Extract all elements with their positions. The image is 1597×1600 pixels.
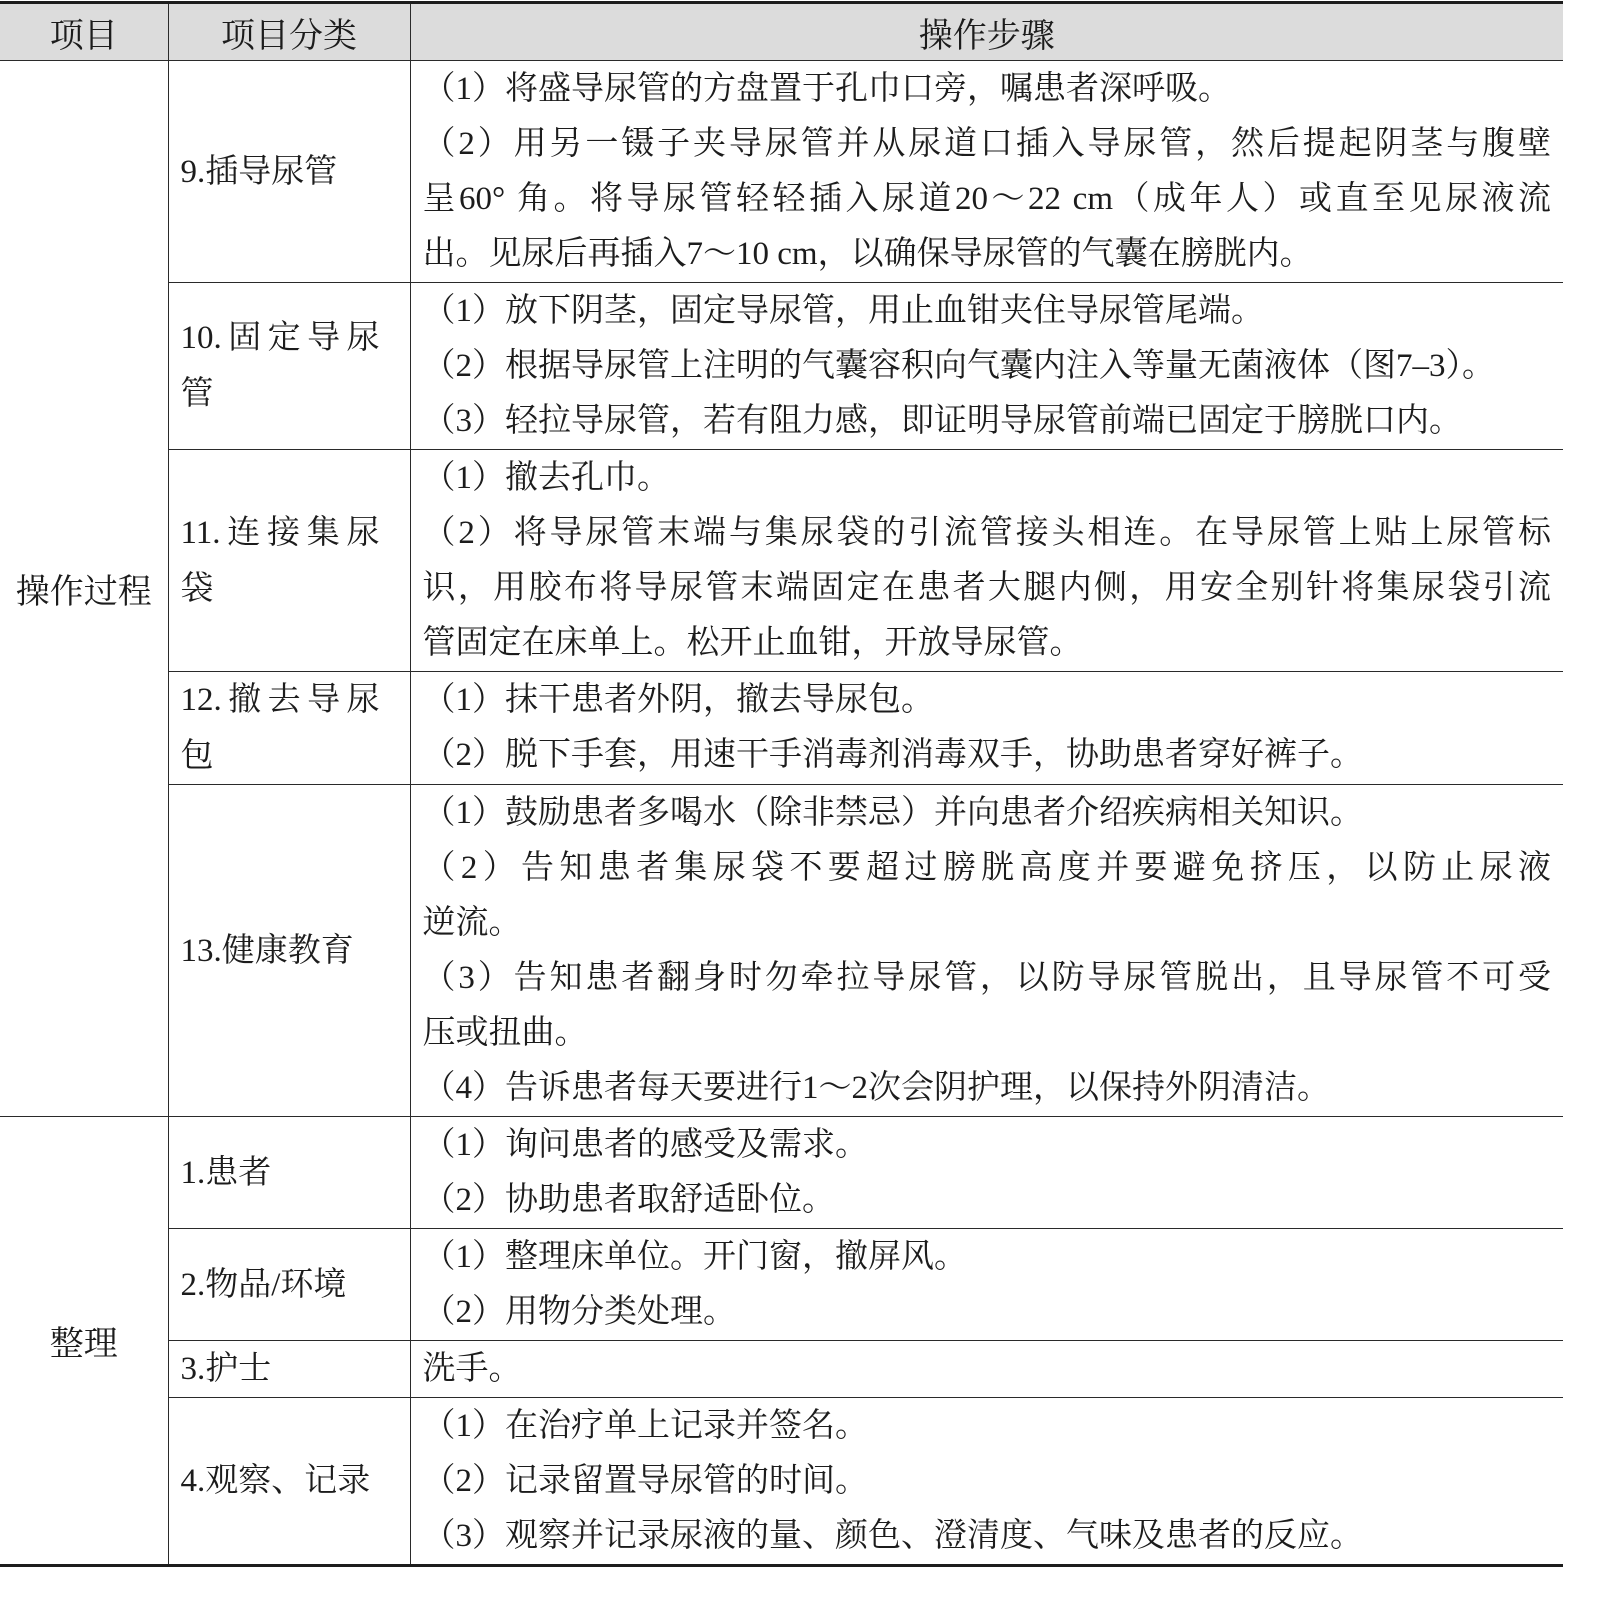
table-row (0, 1398, 1563, 1566)
category-label: 4.观察、记录 (168, 1398, 410, 1566)
category-label: 12.撤去导尿包 (168, 672, 410, 785)
step-item (423, 841, 1552, 951)
steps-cell (410, 1229, 1563, 1341)
table-row (0, 672, 1563, 785)
step-line: （1）放下阴茎，固定导尿管，用止血钳夹住导尿管尾端。 (422, 293, 1264, 329)
step-line: （2）告知患者集尿袋不要超过膀胱高度并要避免挤压，以防止尿液 (422, 850, 1551, 886)
step-line: （3）轻拉导尿管，若有阻力感，即证明导尿管前端已固定于膀胱口内。 (422, 403, 1462, 439)
step-line: （2）脱下手套，用速干手消毒剂消毒双手，协助患者穿好裤子。 (422, 737, 1363, 773)
step-line: （3）观察并记录尿液的量、颜色、澄清度、气味及患者的反应。 (422, 1518, 1363, 1554)
step-item (423, 786, 1552, 841)
step-line: 洗手。 (422, 1351, 522, 1387)
steps-cell (410, 1398, 1563, 1566)
table-row (0, 283, 1563, 450)
category-label: 3.护士 (168, 1341, 410, 1398)
steps-cell (410, 283, 1563, 450)
step-line: （2）记录留置导尿管的时间。 (422, 1463, 868, 1499)
step-item (423, 394, 1552, 449)
step-line: （2）协助患者取舒适卧位。 (422, 1182, 835, 1218)
step-line: 呈60° 角。将导尿管轻轻插入尿道20～22 cm（成年人）或直至见尿液流 (422, 181, 1551, 217)
header-row (0, 3, 1563, 61)
header-category: 项目分类 (168, 3, 410, 61)
step-line: （3）告知患者翻身时勿牵拉导尿管，以防导尿管脱出，且导尿管不可受 (422, 960, 1551, 996)
table-row (0, 1117, 1563, 1229)
header-steps: 操作步骤 (410, 3, 1563, 61)
category-label: 1.患者 (168, 1117, 410, 1229)
step-item (423, 1454, 1552, 1509)
step-item (423, 506, 1552, 671)
table-row (0, 1341, 1563, 1398)
step-line: 出。见尿后再插入7～10 cm，以确保导尿管的气囊在膀胱内。 (422, 236, 1313, 272)
step-item (423, 728, 1552, 783)
steps-cell (410, 1117, 1563, 1229)
procedure-table (0, 1, 1563, 1567)
step-line: （2）用另一镊子夹导尿管并从尿道口插入导尿管，然后提起阴茎与腹壁 (422, 126, 1551, 162)
table-row (0, 450, 1563, 672)
header-item: 项目 (0, 3, 168, 61)
steps-cell (410, 672, 1563, 785)
table-body (0, 61, 1563, 1566)
steps-cell (410, 785, 1563, 1117)
steps-cell (410, 61, 1563, 283)
category-label: 13.健康教育 (168, 785, 410, 1117)
step-line: （1）鼓励患者多喝水（除非禁忌）并向患者介绍疾病相关知识。 (422, 795, 1363, 831)
step-line: （1）抹干患者外阴，撤去导尿包。 (422, 682, 934, 718)
step-line: （1）将盛导尿管的方盘置于孔巾口旁，嘱患者深呼吸。 (422, 71, 1231, 107)
step-item (423, 1509, 1552, 1564)
step-line: 逆流。 (422, 905, 522, 941)
step-line: （1）整理床单位。开门窗，撤屏风。 (422, 1239, 967, 1275)
group-label: 操作过程 (0, 61, 168, 1117)
step-line: （4）告诉患者每天要进行1～2次会阴护理，以保持外阴清洁。 (422, 1070, 1330, 1106)
step-item (423, 1230, 1552, 1285)
step-item (423, 1118, 1552, 1173)
table-row (0, 785, 1563, 1117)
step-line: 识，用胶布将导尿管末端固定在患者大腿内侧，用安全别针将集尿袋引流 (422, 570, 1551, 606)
step-item (423, 1342, 1552, 1397)
step-line: （1）在治疗单上记录并签名。 (422, 1408, 868, 1444)
group-label: 整理 (0, 1117, 168, 1566)
step-line: 管固定在床单上。松开止血钳，开放导尿管。 (422, 625, 1083, 661)
step-item (423, 1061, 1552, 1116)
table-row (0, 61, 1563, 283)
category-label: 2.物品/环境 (168, 1229, 410, 1341)
step-line: （2）将导尿管末端与集尿袋的引流管接头相连。在导尿管上贴上尿管标 (422, 515, 1551, 551)
category-label: 11.连接集尿袋 (168, 450, 410, 672)
step-item (423, 117, 1552, 282)
step-line: 压或扭曲。 (422, 1015, 588, 1051)
step-item (423, 951, 1552, 1061)
step-item (423, 1399, 1552, 1454)
step-line: （1）撤去孔巾。 (422, 460, 670, 496)
steps-cell (410, 1341, 1563, 1398)
steps-cell (410, 450, 1563, 672)
step-item (423, 339, 1552, 394)
step-item (423, 1173, 1552, 1228)
category-label: 10.固定导尿管 (168, 283, 410, 450)
step-item (423, 1285, 1552, 1340)
category-label: 9.插导尿管 (168, 61, 410, 283)
step-line: （2）用物分类处理。 (422, 1294, 736, 1330)
step-line: （1）询问患者的感受及需求。 (422, 1127, 868, 1163)
table-row (0, 1229, 1563, 1341)
step-item (423, 284, 1552, 339)
step-item (423, 62, 1552, 117)
step-line: （2）根据导尿管上注明的气囊容积向气囊内注入等量无菌液体（图7–3）。 (422, 348, 1495, 384)
step-item (423, 673, 1552, 728)
step-item (423, 451, 1552, 506)
